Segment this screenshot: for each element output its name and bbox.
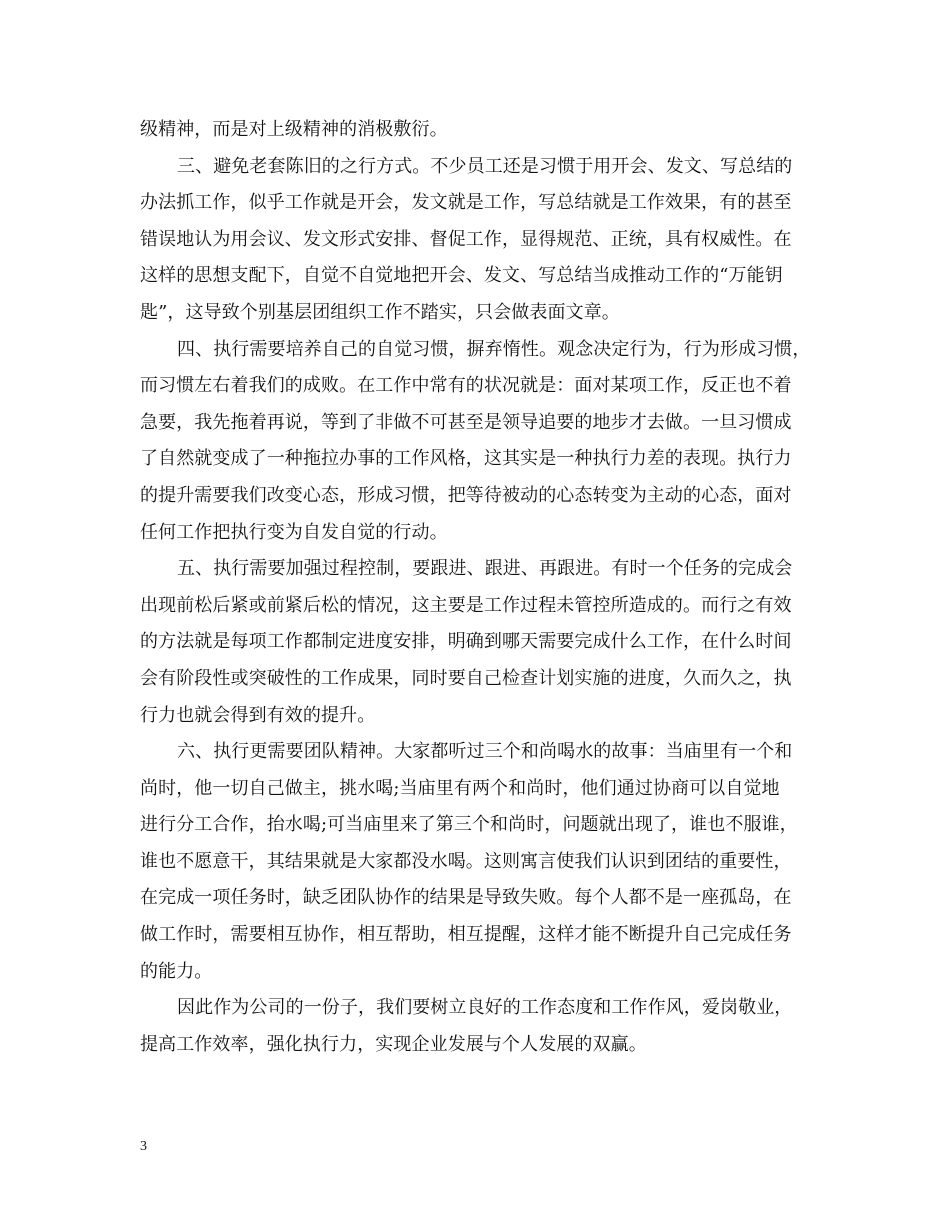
text-line: 急要，我先拖着再说，等到了非做不可甚至是领导追要的地步才去做。一旦习惯成 bbox=[140, 411, 792, 433]
page-number: 3 bbox=[140, 1139, 147, 1154]
text-line: 因此作为公司的一份子，我们要树立良好的工作态度和工作作风，爱岗敬业， bbox=[177, 997, 793, 1019]
text-line: 的方法就是每项工作都制定进度安排，明确到哪天需要完成什么工作，在什么时间 bbox=[140, 631, 792, 653]
text-line: 办法抓工作，似乎工作就是开会，发文就是工作，写总结就是工作效果，有的甚至 bbox=[140, 192, 792, 214]
text-line: 提高工作效率，强化执行力，实现企业发展与个人发展的双赢。 bbox=[140, 1033, 647, 1055]
text-line: 级精神，而是对上级精神的消极敷衍。 bbox=[140, 119, 448, 140]
paragraph-section-six bbox=[140, 734, 812, 990]
text-line: 会有阶段性或突破性的工作成果，同时要自己检查计划实施的进度，久而久之，执 bbox=[140, 667, 792, 689]
text-line: 谁也不愿意干，其结果就是大家都没水喝。这则寓言使我们认识到团结的重要性， bbox=[140, 850, 792, 872]
paragraph-section-four bbox=[140, 332, 812, 552]
text-line: 五、执行需要加强过程控制，要跟进、跟进、再跟进。有时一个任务的完成会 bbox=[177, 558, 793, 580]
text-line: 做工作时，需要相互协作，相互帮助，相互提醒，这样才能不断提升自己完成任务 bbox=[140, 924, 792, 946]
text-line: 而习惯左右着我们的成败。在工作中常有的状况就是：面对某项工作，反正也不着 bbox=[140, 375, 792, 397]
text-line: 的提升需要我们改变心态，形成习惯，把等待被动的心态转变为主动的心态，面对 bbox=[140, 484, 792, 506]
text-line: 四、执行需要培养自己的自觉习惯，摒弃惰性。观念决定行为，行为形成习惯， bbox=[177, 338, 811, 360]
text-line: 行力也就会得到有效的提升。 bbox=[140, 704, 376, 726]
text-line: 进行分工合作，抬水喝;可当庙里来了第三个和尚时，问题就出现了，谁也不服谁， bbox=[140, 814, 798, 836]
text-line: 三、避免老套陈旧的之行方式。不少员工还是习惯于用开会、发文、写总结的 bbox=[177, 155, 793, 177]
body-text bbox=[140, 112, 812, 1063]
text-line: 这样的思想支配下，自觉不自觉地把开会、发文、写总结当成推动工作的“万能钥 bbox=[140, 265, 783, 287]
text-line: 出现前松后紧或前紧后松的情况，这主要是工作过程未管控所造成的。而行之有效 bbox=[140, 594, 792, 616]
paragraph-continuation bbox=[140, 112, 812, 149]
text-line: 尚时，他一切自己做主，挑水喝;当庙里有两个和尚时，他们通过协商可以自觉地 bbox=[140, 777, 780, 799]
text-line: 匙”，这导致个别基层团组织工作不踏实，只会做表面文章。 bbox=[140, 301, 620, 323]
paragraph-conclusion bbox=[140, 990, 812, 1063]
text-line: 在完成一项任务时，缺乏团队协作的结果是导致失败。每个人都不是一座孤岛，在 bbox=[140, 887, 792, 909]
text-line: 的能力。 bbox=[140, 960, 213, 982]
text-line: 六、执行更需要团队精神。大家都听过三个和尚喝水的故事：当庙里有一个和 bbox=[177, 741, 793, 763]
paragraph-section-three bbox=[140, 149, 812, 332]
text-line: 了自然就变成了一种拖拉办事的工作风格，这其实是一种执行力差的表现。执行力 bbox=[140, 448, 792, 470]
text-line: 错误地认为用会议、发文形式安排、督促工作，显得规范、正统，具有权威性。在 bbox=[140, 228, 792, 250]
text-line: 任何工作把执行变为自发自觉的行动。 bbox=[140, 521, 448, 543]
paragraph-section-five bbox=[140, 551, 812, 734]
